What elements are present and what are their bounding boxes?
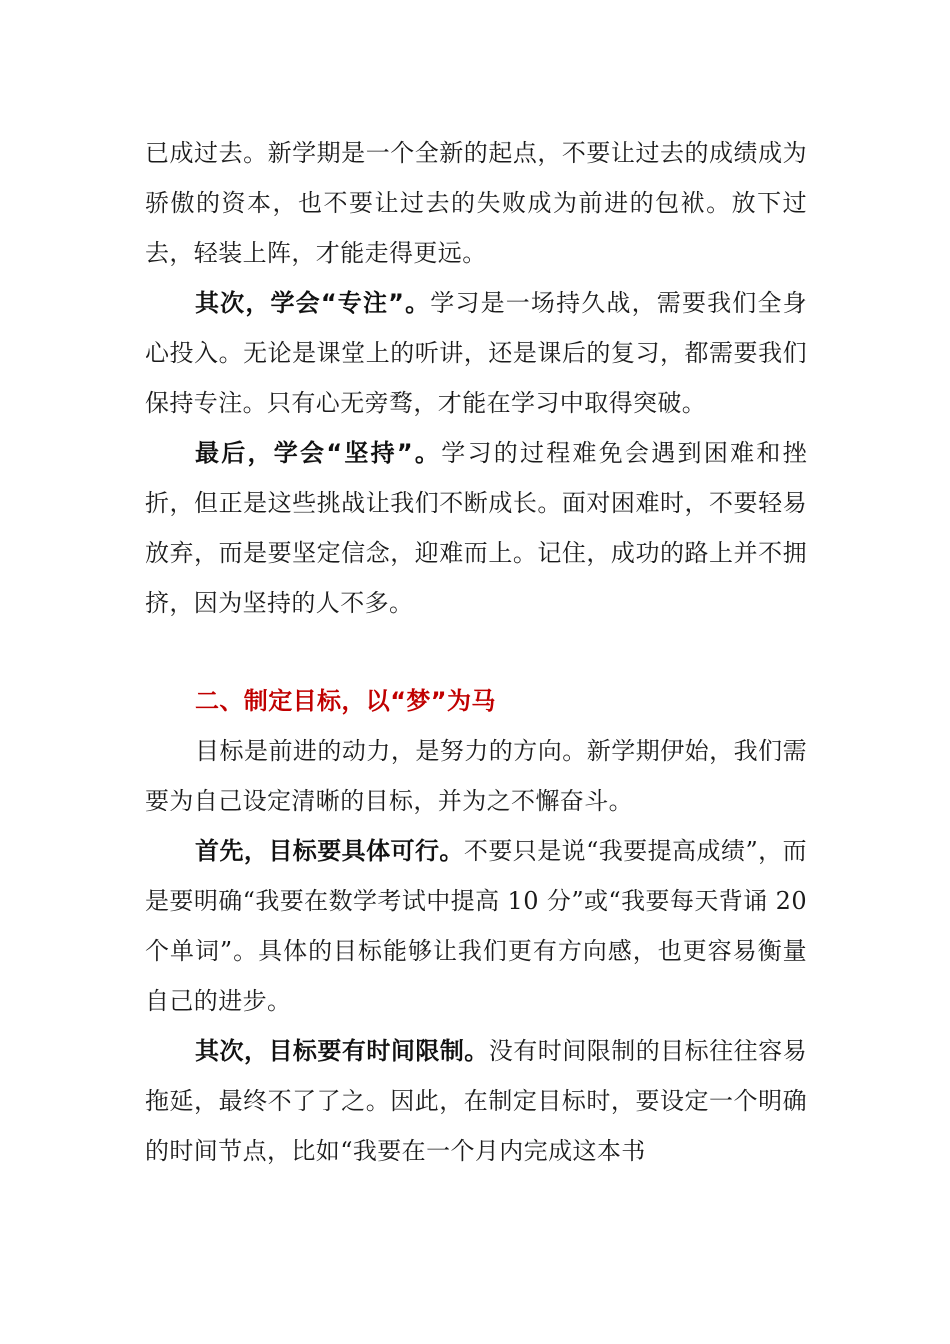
document-body [145, 128, 807, 1176]
paragraph-text: 目标是前进的动力，是努力的方向。新学期伊始，我们需要为自己设定清晰的目标，并为之不懈奋斗。 [145, 737, 807, 815]
paragraph-goals-intro [145, 726, 807, 826]
paragraph-continuation [145, 128, 807, 278]
paragraph-persist [145, 428, 807, 628]
paragraph-specific-goals [145, 826, 807, 1026]
paragraph-text: 已成过去。新学期是一个全新的起点，不要让过去的成绩成为骄傲的资本，也不要让过去的失败成为前进的包袱。放下过去，轻装上阵，才能走得更远。 [145, 139, 807, 267]
paragraph-lead-specific: 首先，目标要具体可行。 [195, 837, 464, 865]
section-heading-goals: 二、制定目标，以“梦”为马 [195, 687, 496, 715]
paragraph-lead-focus: 其次，学会“专注”。 [195, 289, 431, 317]
paragraph-text: 没有时间限制的目标往往容易拖延，最终不了了之。因此，在制定目标时，要设定一个明确的时间节点，比如“我要在一个月内完成这本书 [145, 1037, 807, 1165]
paragraph-text: 学习的过程难免会遇到困难和挫折，但正是这些挑战让我们不断成长。面对困难时，不要轻易放弃，而是要坚定信念，迎难而上。记住，成功的路上并不拥挤，因为坚持的人不多。 [145, 439, 808, 617]
paragraph-lead-time-limit: 其次，目标要有时间限制。 [195, 1037, 489, 1065]
paragraph-text: 学习是一场持久战，需要我们全身心投入。无论是课堂上的听讲，还是课后的复习，都需要我们保持专注。只有心无旁骛，才能在学习中取得突破。 [145, 289, 808, 417]
paragraph-text: 不要只是说“我要提高成绩”，而是要明确“我要在数学考试中提高 10 分”或“我要每天背诵 20 个单词”。具体的目标能够让我们更有方向感，也更容易衡量自己的进步。 [145, 837, 807, 1015]
paragraph-lead-persist: 最后，学会“坚持”。 [195, 439, 442, 467]
paragraph-focus [145, 278, 807, 428]
paragraph-time-limit [145, 1026, 807, 1176]
